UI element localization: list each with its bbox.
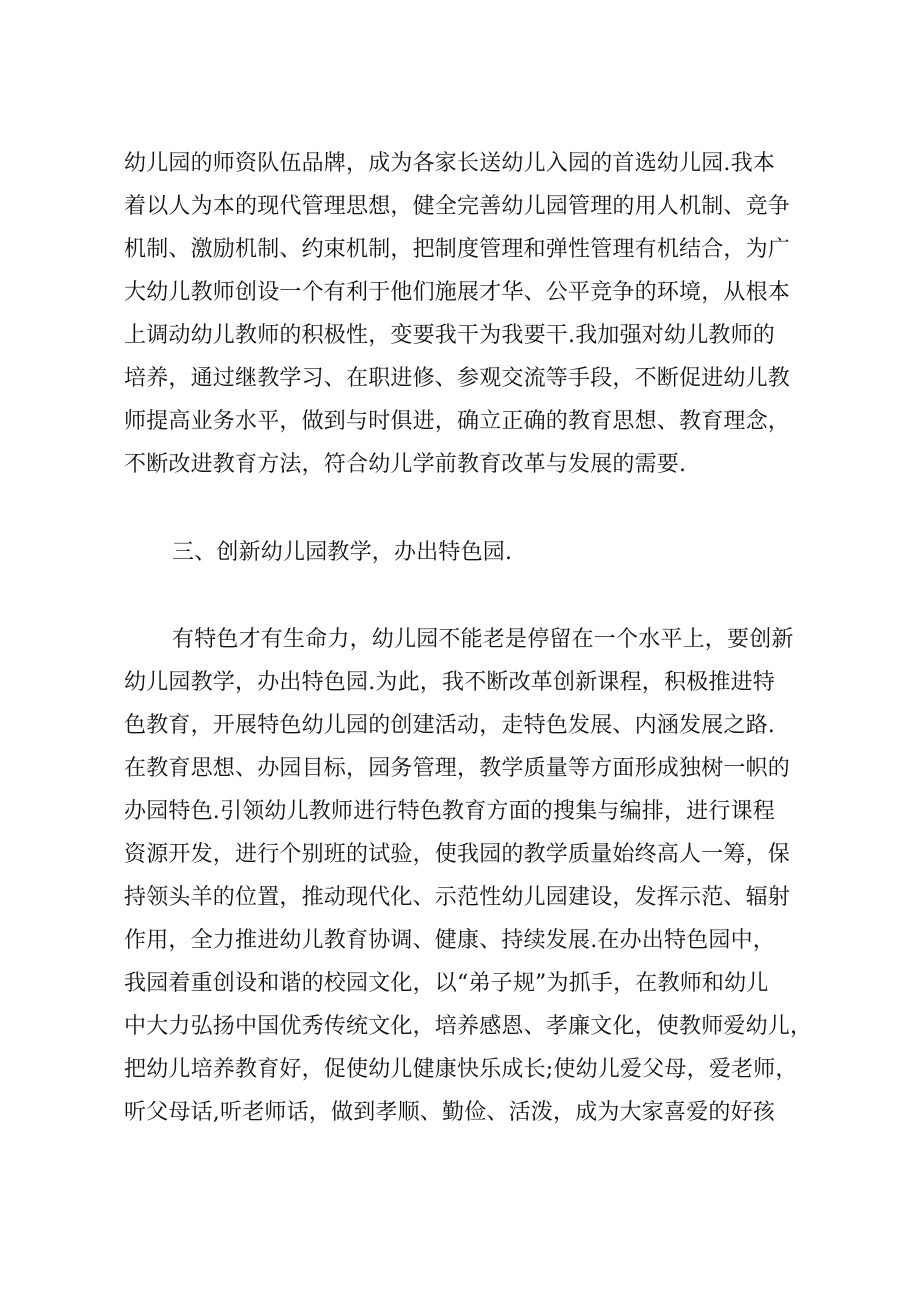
paragraph-line: 作用，全力推进幼儿教育协调、健康、持续发展.在办出特色园中， <box>124 928 775 953</box>
paragraph-line: 大幼儿教师创设一个有利于他们施展才华、公平竞争的环境，从根本 <box>124 280 791 305</box>
paragraph-line: 在教育思想、办园目标，园务管理，教学质量等方面形成独树一帜的 <box>124 756 791 781</box>
paragraph-line: 色教育，开展特色幼儿园的创建活动，走特色发展、内涵发展之路. <box>124 713 775 738</box>
section-heading: 三、创新幼儿园教学，办出特色园. <box>172 540 513 565</box>
paragraph-line: 师提高业务水平，做到与时俱进，确立正确的教育思想、教育理念， <box>124 409 791 434</box>
paragraph-line: 有特色才有生命力，幼儿园不能老是停留在一个水平上，要创新 <box>172 627 794 652</box>
paragraph-line: 培养，通过继教学习、在职进修、参观交流等手段，不断促进幼儿教 <box>124 366 791 391</box>
paragraph-line: 持领头羊的位置，推动现代化、示范性幼儿园建设，发挥示范、辐射 <box>124 885 791 910</box>
paragraph-line: 把幼儿培养教育好，促使幼儿健康快乐成长;使幼儿爱父母，爱老师， <box>124 1057 798 1082</box>
paragraph-line: 不断改进教育方法，符合幼儿学前教育改革与发展的需要. <box>124 452 687 477</box>
paragraph-line: 我园着重创设和谐的校园文化，以“弟子规”为抓手，在教师和幼儿 <box>124 971 769 996</box>
paragraph-line: 听父母话,听老师话，做到孝顺、勤俭、活泼，成为大家喜爱的好孩 <box>124 1100 775 1125</box>
paragraph-line: 上调动幼儿教师的积极性，变要我干为我要干.我加强对幼儿教师的 <box>124 323 775 348</box>
paragraph-line: 着以人为本的现代管理思想，健全完善幼儿园管理的用人机制、竞争 <box>124 194 791 219</box>
paragraph-line: 幼儿园教学，办出特色园.为此，我不断改革创新课程，积极推进特 <box>124 670 775 695</box>
paragraph-line: 幼儿园的师资队伍品牌，成为各家长送幼儿入园的首选幼儿园.我本 <box>124 151 775 176</box>
paragraph-line: 机制、激励机制、约束机制，把制度管理和弹性管理有机结合，为广 <box>124 237 791 262</box>
paragraph-line: 资源开发，进行个别班的试验，使我园的教学质量始终高人一筹，保 <box>124 842 791 867</box>
paragraph-line: 办园特色.引领幼儿教师进行特色教育方面的搜集与编排，进行课程 <box>124 799 775 824</box>
paragraph-line: 中大力弘扬中国优秀传统文化，培养感恩、孝廉文化，使教师爱幼儿， <box>124 1014 813 1039</box>
